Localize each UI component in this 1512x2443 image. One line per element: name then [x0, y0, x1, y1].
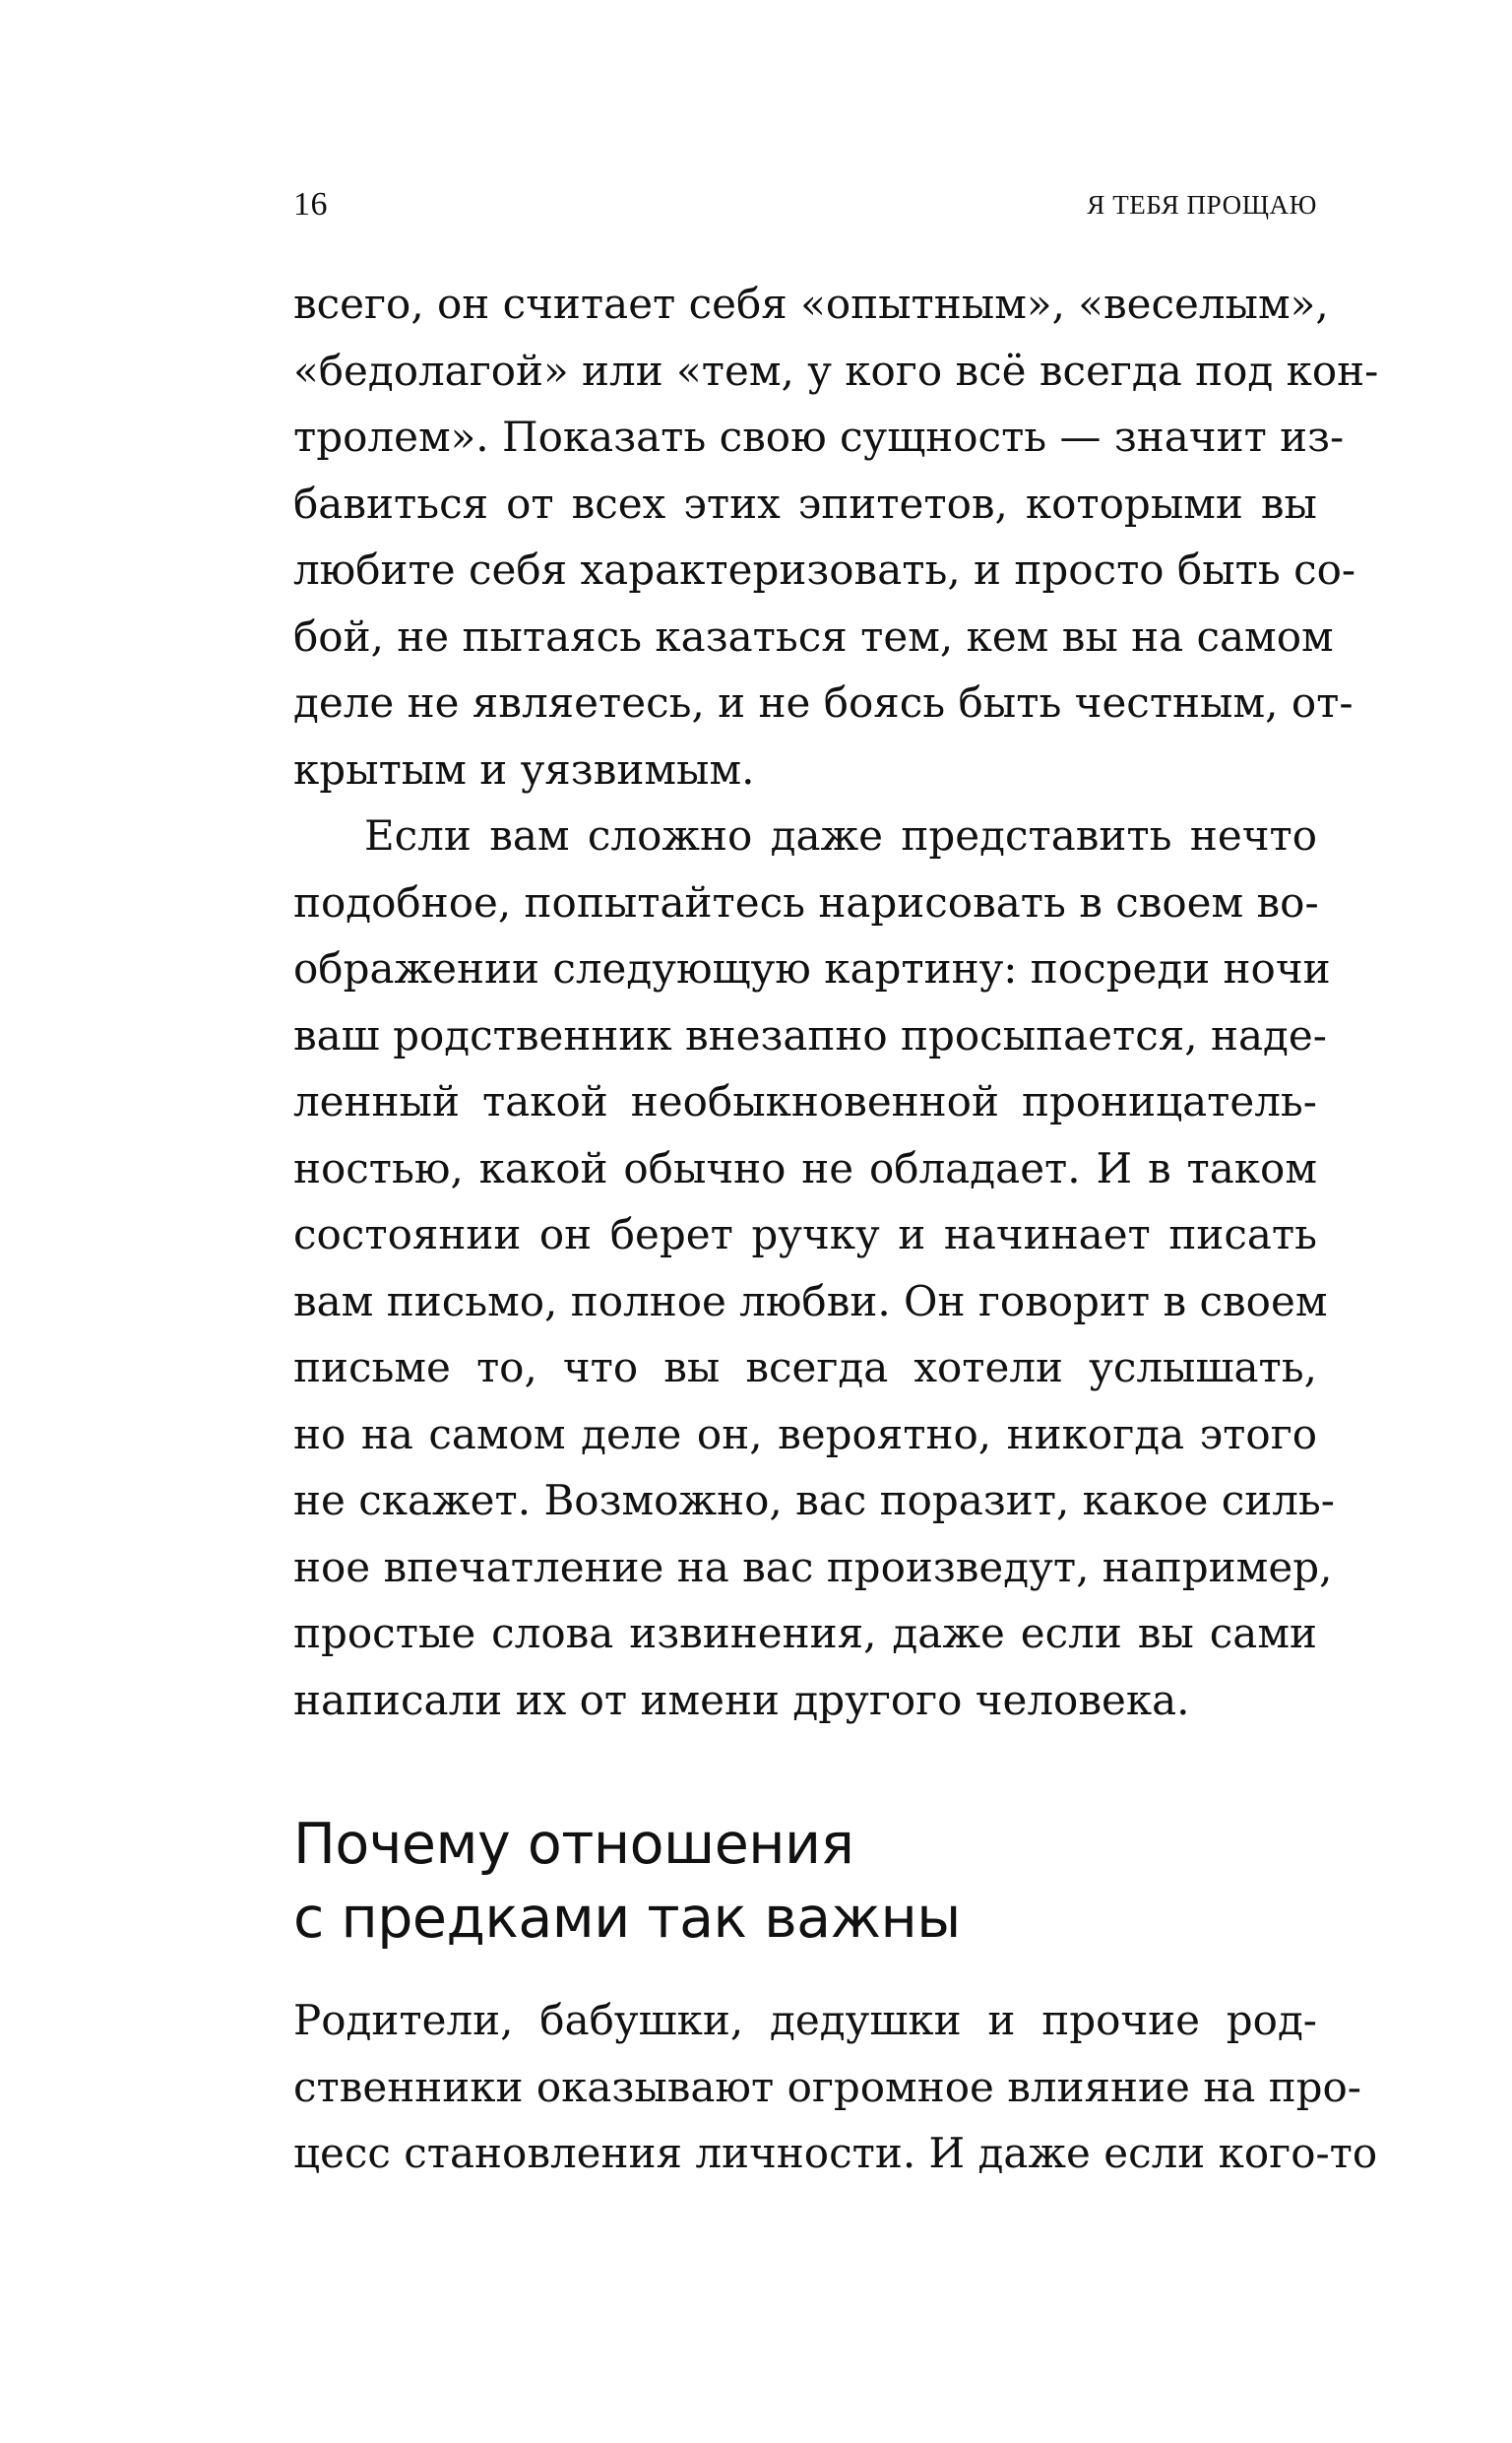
text-line: ственники оказывают огромное влияние на про- — [293, 2062, 1361, 2111]
book-title: Я ТЕБЯ ПРОЩАЮ — [1087, 190, 1317, 220]
text-line: состоянии он берет ручку и начинает писать — [293, 1210, 1317, 1258]
text-line: ностью, какой обычно не обладает. И в таком — [293, 1143, 1317, 1192]
text-line: простые слова извинения, даже если вы сами — [293, 1609, 1317, 1657]
paragraph-continuation — [293, 271, 1379, 803]
text-line: ваш родственник внезапно просыпается, наде- — [293, 1010, 1327, 1060]
text-line: подобное, попытайтесь нарисовать в своем во- — [293, 877, 1319, 927]
text-line: Родители, бабушки, дедушки и прочие род- — [293, 1996, 1317, 2044]
running-header — [293, 183, 1317, 226]
text-line: бой, не пытаясь казаться тем, кем вы на самом — [293, 611, 1334, 661]
text-line: но на самом деле он, вероятно, никогда этого — [293, 1409, 1317, 1458]
text-line: не скажет. Возможно, вас поразит, какое силь- — [293, 1476, 1335, 1524]
heading-line: с предками так важны — [293, 1886, 961, 1951]
text-line: бавиться от всех этих эпитетов, которыми вы — [293, 479, 1317, 528]
page-number: 16 — [293, 186, 328, 223]
paragraph-imagine-letter — [293, 803, 1335, 1733]
section-heading — [293, 1808, 1317, 1956]
text-line: Если вам сложно даже представить нечто — [364, 811, 1317, 860]
paragraph-ancestors — [293, 1987, 1378, 2187]
text-line: «бедолагой» или «тем, у кого всё всегда под кон- — [293, 346, 1379, 395]
text-line: ображении следующую картину: посреди ночи — [293, 944, 1331, 993]
text-line: ное впечатление на вас произведут, например, — [293, 1542, 1333, 1591]
text-line: написали их от имени другого человека. — [293, 1675, 1190, 1724]
text-line: тролем». Показать свою сущность — значит из- — [293, 413, 1345, 461]
text-line: письме то, что вы всегда хотели услышать, — [293, 1343, 1317, 1391]
text-line: крытым и уязвимым. — [293, 744, 755, 794]
text-line: вам письмо, полное любви. Он говорит в своем — [293, 1276, 1328, 1325]
heading-line: Почему отношения — [293, 1812, 854, 1877]
text-line: ленный такой необыкновенной проницатель- — [293, 1077, 1317, 1125]
text-line: всего, он считает себя «опытным», «веселым», — [293, 280, 1329, 328]
text-line: цесс становления личности. И даже если кого-то — [293, 2129, 1378, 2177]
text-line: любите себя характеризовать, и просто быть со- — [293, 546, 1356, 594]
text-line: деле не являетесь, и не боясь быть честным, от- — [293, 678, 1354, 727]
